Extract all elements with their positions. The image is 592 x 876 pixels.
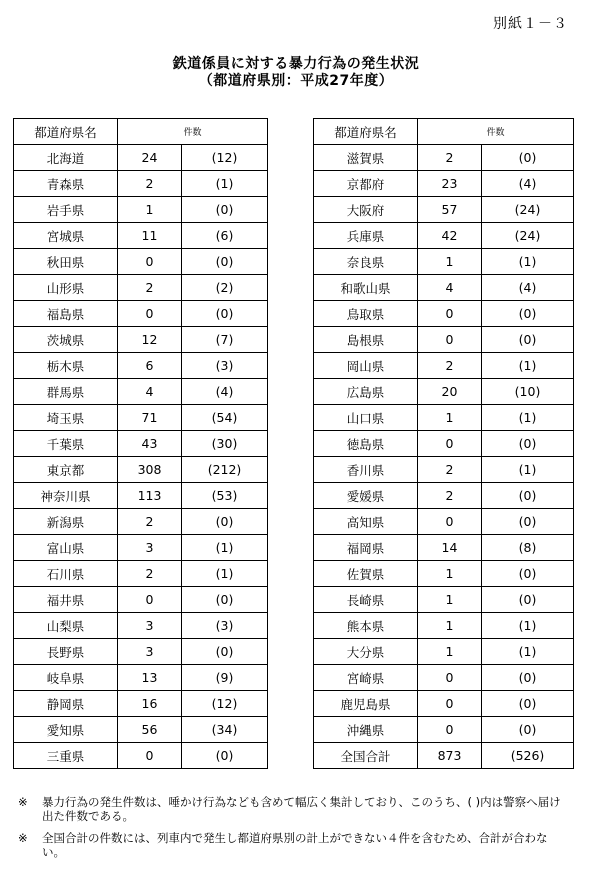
incident-count-cell: 1 xyxy=(418,561,482,587)
table-row xyxy=(314,717,574,743)
table-row xyxy=(314,275,574,301)
prefecture-name-cell: 長野県 xyxy=(14,639,118,665)
attachment-ref-label: 別紙１－３ xyxy=(493,16,568,32)
prefecture-name-cell: 島根県 xyxy=(314,327,418,353)
table-row xyxy=(314,301,574,327)
table-row xyxy=(14,587,268,613)
table-row xyxy=(14,743,268,769)
incident-count-cell: 1 xyxy=(418,405,482,431)
incident-count-cell: 20 xyxy=(418,379,482,405)
prefecture-name-cell: 石川県 xyxy=(14,561,118,587)
reported-count-cell: (4) xyxy=(482,171,574,197)
prefecture-name-cell: 京都府 xyxy=(314,171,418,197)
table-header-row xyxy=(14,119,268,145)
incident-count-cell: 16 xyxy=(118,691,182,717)
table-row xyxy=(314,223,574,249)
reported-count-cell: (0) xyxy=(482,145,574,171)
reported-count-cell: (0) xyxy=(482,509,574,535)
table-row xyxy=(14,457,268,483)
incident-count-cell: 0 xyxy=(418,717,482,743)
reported-count-cell: (0) xyxy=(482,587,574,613)
prefecture-name-cell: 静岡県 xyxy=(14,691,118,717)
prefecture-name-cell: 高知県 xyxy=(314,509,418,535)
table-row xyxy=(314,457,574,483)
prefecture-name-header: 都道府県名 xyxy=(14,119,118,145)
incident-count-cell: 2 xyxy=(118,171,182,197)
incident-count-cell: 1 xyxy=(418,639,482,665)
reported-count-cell: (1) xyxy=(482,353,574,379)
prefecture-name-cell: 佐賀県 xyxy=(314,561,418,587)
prefecture-name-cell: 愛知県 xyxy=(14,717,118,743)
reported-count-cell: (1) xyxy=(482,249,574,275)
incident-count-cell: 1 xyxy=(418,249,482,275)
table-row xyxy=(14,665,268,691)
table-row xyxy=(314,613,574,639)
reported-count-cell: (1) xyxy=(482,457,574,483)
prefecture-name-cell: 富山県 xyxy=(14,535,118,561)
prefecture-name-cell: 茨城県 xyxy=(14,327,118,353)
table-row xyxy=(14,379,268,405)
incident-count-cell: 3 xyxy=(118,639,182,665)
reported-count-cell: (12) xyxy=(182,691,268,717)
table-row xyxy=(314,327,574,353)
prefecture-name-cell: 岐阜県 xyxy=(14,665,118,691)
table-row xyxy=(314,197,574,223)
page-title xyxy=(0,56,592,90)
prefecture-name-cell: 群馬県 xyxy=(14,379,118,405)
prefecture-name-header: 都道府県名 xyxy=(314,119,418,145)
incident-count-cell: 113 xyxy=(118,483,182,509)
reported-count-cell: (0) xyxy=(482,327,574,353)
right-prefecture-table xyxy=(313,118,574,769)
prefecture-name-cell: 岡山県 xyxy=(314,353,418,379)
footnote xyxy=(18,831,562,859)
incident-count-cell: 14 xyxy=(418,535,482,561)
incident-count-cell: 0 xyxy=(418,431,482,457)
table-row xyxy=(14,691,268,717)
incident-count-cell: 308 xyxy=(118,457,182,483)
table-row xyxy=(314,249,574,275)
incident-count-cell: 2 xyxy=(118,509,182,535)
reported-count-cell: (1) xyxy=(182,561,268,587)
incident-count-cell: 12 xyxy=(118,327,182,353)
incident-count-cell: 0 xyxy=(418,301,482,327)
reported-count-cell: (0) xyxy=(182,197,268,223)
prefecture-name-cell: 宮崎県 xyxy=(314,665,418,691)
reported-count-cell: (1) xyxy=(182,171,268,197)
note-mark: ※ xyxy=(18,795,28,809)
prefecture-name-cell: 山形県 xyxy=(14,275,118,301)
prefecture-name-cell: 鳥取県 xyxy=(314,301,418,327)
reported-count-cell: (6) xyxy=(182,223,268,249)
incident-count-cell: 873 xyxy=(418,743,482,769)
reported-count-cell: (0) xyxy=(182,587,268,613)
table-row xyxy=(14,535,268,561)
table-row xyxy=(14,717,268,743)
prefecture-name-cell: 徳島県 xyxy=(314,431,418,457)
reported-count-cell: (34) xyxy=(182,717,268,743)
table-row xyxy=(314,665,574,691)
prefecture-name-cell: 福岡県 xyxy=(314,535,418,561)
table-row xyxy=(314,535,574,561)
reported-count-cell: (526) xyxy=(482,743,574,769)
prefecture-name-cell: 岩手県 xyxy=(14,197,118,223)
note-text: 全国合計の件数には、列車内で発生し都道府県別の計上ができない４件を含むため、合計が合わない。 xyxy=(42,831,548,859)
incident-count-cell: 0 xyxy=(118,249,182,275)
reported-count-cell: (30) xyxy=(182,431,268,457)
incident-count-cell: 24 xyxy=(118,145,182,171)
prefecture-name-cell: 香川県 xyxy=(314,457,418,483)
prefecture-name-cell: 大分県 xyxy=(314,639,418,665)
reported-count-cell: (3) xyxy=(182,613,268,639)
table-row xyxy=(314,171,574,197)
reported-count-cell: (53) xyxy=(182,483,268,509)
reported-count-cell: (24) xyxy=(482,223,574,249)
incident-count-cell: 0 xyxy=(118,587,182,613)
footnote xyxy=(18,795,562,823)
incident-count-cell: 0 xyxy=(418,691,482,717)
table-row xyxy=(314,145,574,171)
reported-count-cell: (212) xyxy=(182,457,268,483)
note-text: 暴力行為の発生件数は、唾かけ行為なども含めて幅広く集計しており、このうち、( )内は警察へ届け出た件数である。 xyxy=(42,795,561,823)
prefecture-name-cell: 東京都 xyxy=(14,457,118,483)
reported-count-cell: (0) xyxy=(182,301,268,327)
table-row xyxy=(14,509,268,535)
incident-count-cell: 42 xyxy=(418,223,482,249)
reported-count-cell: (12) xyxy=(182,145,268,171)
prefecture-name-cell: 大阪府 xyxy=(314,197,418,223)
table-header-row xyxy=(314,119,574,145)
incident-count-cell: 56 xyxy=(118,717,182,743)
prefecture-name-cell: 北海道 xyxy=(14,145,118,171)
incident-count-cell: 0 xyxy=(118,301,182,327)
reported-count-cell: (54) xyxy=(182,405,268,431)
reported-count-cell: (10) xyxy=(482,379,574,405)
prefecture-name-cell: 宮城県 xyxy=(14,223,118,249)
table-row xyxy=(14,613,268,639)
table-row xyxy=(14,223,268,249)
table-row xyxy=(314,483,574,509)
prefecture-name-cell: 山梨県 xyxy=(14,613,118,639)
prefecture-name-cell: 新潟県 xyxy=(14,509,118,535)
table-row xyxy=(314,743,574,769)
prefecture-name-cell: 栃木県 xyxy=(14,353,118,379)
title-line-1: 鉄道係員に対する暴力行為の発生状況 xyxy=(172,56,420,72)
prefecture-name-cell: 愛媛県 xyxy=(314,483,418,509)
prefecture-name-cell: 三重県 xyxy=(14,743,118,769)
reported-count-cell: (1) xyxy=(482,639,574,665)
table-row xyxy=(14,639,268,665)
incident-count-cell: 4 xyxy=(418,275,482,301)
prefecture-name-cell: 千葉県 xyxy=(14,431,118,457)
incident-count-cell: 11 xyxy=(118,223,182,249)
reported-count-cell: (8) xyxy=(482,535,574,561)
reported-count-cell: (9) xyxy=(182,665,268,691)
table-row xyxy=(14,249,268,275)
prefecture-name-cell: 福島県 xyxy=(14,301,118,327)
prefecture-name-cell: 滋賀県 xyxy=(314,145,418,171)
prefecture-name-cell: 埼玉県 xyxy=(14,405,118,431)
incident-count-cell: 71 xyxy=(118,405,182,431)
incident-count-cell: 3 xyxy=(118,535,182,561)
incident-count-cell: 6 xyxy=(118,353,182,379)
table-row xyxy=(314,639,574,665)
prefecture-name-cell: 熊本県 xyxy=(314,613,418,639)
table-row xyxy=(14,327,268,353)
table-row xyxy=(314,691,574,717)
reported-count-cell: (4) xyxy=(482,275,574,301)
incident-count-cell: 2 xyxy=(418,353,482,379)
reported-count-cell: (4) xyxy=(182,379,268,405)
count-header: 件数 xyxy=(118,119,268,145)
table-row xyxy=(14,561,268,587)
incident-count-cell: 13 xyxy=(118,665,182,691)
reported-count-cell: (2) xyxy=(182,275,268,301)
note-mark: ※ xyxy=(18,831,28,845)
title-line-2: （都道府県別：平成27年度） xyxy=(198,73,394,89)
prefecture-name-cell: 鹿児島県 xyxy=(314,691,418,717)
incident-count-cell: 57 xyxy=(418,197,482,223)
reported-count-cell: (0) xyxy=(482,717,574,743)
reported-count-cell: (1) xyxy=(182,535,268,561)
prefecture-name-cell: 青森県 xyxy=(14,171,118,197)
table-row xyxy=(314,353,574,379)
reported-count-cell: (1) xyxy=(482,613,574,639)
incident-count-cell: 0 xyxy=(418,665,482,691)
incident-count-cell: 2 xyxy=(118,275,182,301)
reported-count-cell: (0) xyxy=(482,691,574,717)
table-row xyxy=(14,483,268,509)
table-row xyxy=(14,431,268,457)
reported-count-cell: (0) xyxy=(482,431,574,457)
prefecture-name-cell: 長崎県 xyxy=(314,587,418,613)
reported-count-cell: (0) xyxy=(182,249,268,275)
reported-count-cell: (0) xyxy=(182,743,268,769)
reported-count-cell: (0) xyxy=(482,665,574,691)
left-prefecture-table xyxy=(13,118,268,769)
incident-count-cell: 43 xyxy=(118,431,182,457)
prefecture-name-cell: 広島県 xyxy=(314,379,418,405)
prefecture-name-cell: 全国合計 xyxy=(314,743,418,769)
incident-count-cell: 0 xyxy=(118,743,182,769)
table-row xyxy=(314,561,574,587)
reported-count-cell: (3) xyxy=(182,353,268,379)
incident-count-cell: 2 xyxy=(418,145,482,171)
footnotes xyxy=(18,795,562,867)
table-row xyxy=(14,197,268,223)
prefecture-name-cell: 福井県 xyxy=(14,587,118,613)
table-row xyxy=(314,405,574,431)
prefecture-name-cell: 兵庫県 xyxy=(314,223,418,249)
prefecture-name-cell: 奈良県 xyxy=(314,249,418,275)
prefecture-name-cell: 山口県 xyxy=(314,405,418,431)
reported-count-cell: (0) xyxy=(482,483,574,509)
incident-count-cell: 0 xyxy=(418,327,482,353)
table-row xyxy=(14,405,268,431)
incident-count-cell: 2 xyxy=(118,561,182,587)
reported-count-cell: (24) xyxy=(482,197,574,223)
table-row xyxy=(314,379,574,405)
reported-count-cell: (0) xyxy=(482,301,574,327)
reported-count-cell: (0) xyxy=(482,561,574,587)
reported-count-cell: (1) xyxy=(482,405,574,431)
incident-count-cell: 4 xyxy=(118,379,182,405)
count-header: 件数 xyxy=(418,119,574,145)
prefecture-name-cell: 和歌山県 xyxy=(314,275,418,301)
prefecture-name-cell: 秋田県 xyxy=(14,249,118,275)
reported-count-cell: (0) xyxy=(182,639,268,665)
table-row xyxy=(14,301,268,327)
prefecture-name-cell: 沖縄県 xyxy=(314,717,418,743)
table-row xyxy=(314,509,574,535)
reported-count-cell: (0) xyxy=(182,509,268,535)
prefecture-name-cell: 神奈川県 xyxy=(14,483,118,509)
table-row xyxy=(14,171,268,197)
incident-count-cell: 1 xyxy=(418,587,482,613)
incident-count-cell: 1 xyxy=(418,613,482,639)
incident-count-cell: 23 xyxy=(418,171,482,197)
incident-count-cell: 2 xyxy=(418,483,482,509)
reported-count-cell: (7) xyxy=(182,327,268,353)
incident-count-cell: 1 xyxy=(118,197,182,223)
table-row xyxy=(14,145,268,171)
incident-count-cell: 0 xyxy=(418,509,482,535)
table-row xyxy=(314,587,574,613)
table-row xyxy=(14,353,268,379)
table-row xyxy=(14,275,268,301)
incident-count-cell: 3 xyxy=(118,613,182,639)
table-row xyxy=(314,431,574,457)
incident-count-cell: 2 xyxy=(418,457,482,483)
